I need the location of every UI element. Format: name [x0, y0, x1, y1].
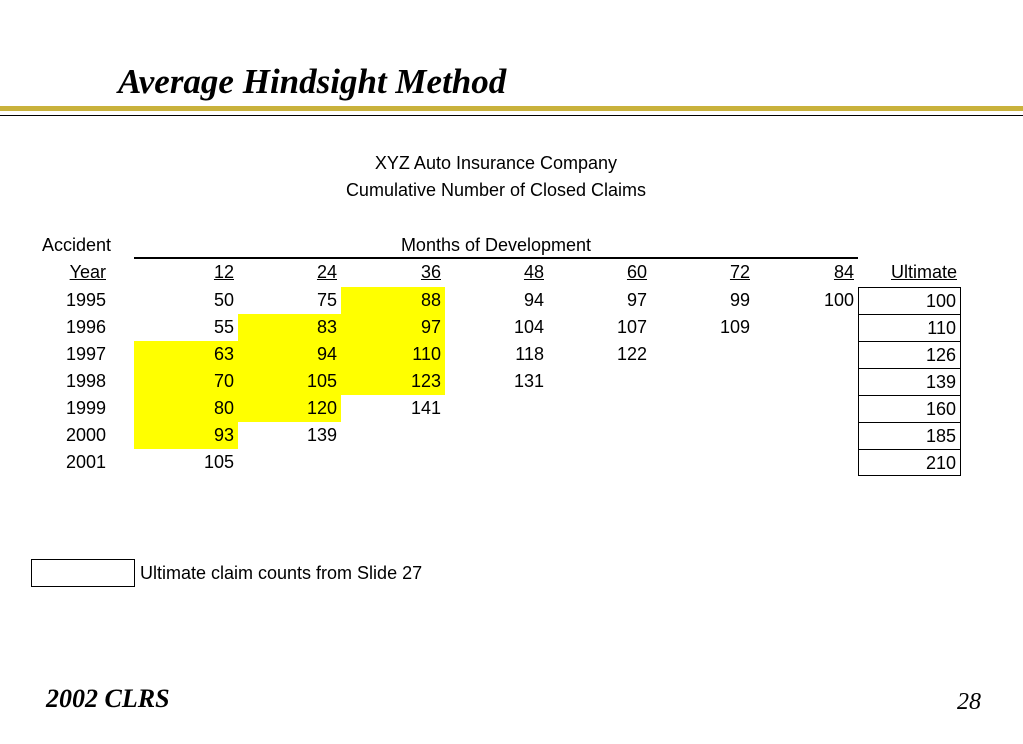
- ultimate-cell: 139: [858, 368, 961, 395]
- age-header: 12: [213, 262, 234, 282]
- claim-count-cell: [548, 395, 651, 422]
- claim-count-cell: 80: [134, 395, 238, 422]
- claim-count-cell: 105: [203, 452, 234, 472]
- age-header: 48: [523, 262, 544, 282]
- footer-conference: 2002 CLRS: [46, 684, 170, 713]
- title-rule-gold: [0, 106, 1023, 111]
- claim-count-cell: 93: [134, 422, 238, 449]
- claim-count-cell: [754, 341, 858, 368]
- accident-year-cell: 1999: [65, 398, 106, 418]
- ultimate-cell: 160: [858, 395, 961, 422]
- claim-count-cell: [445, 449, 548, 476]
- claim-count-cell: 141: [410, 398, 441, 418]
- claim-count-cell: [341, 422, 445, 449]
- ultimate-cell: 126: [858, 341, 961, 368]
- claim-count-cell: [754, 422, 858, 449]
- claim-count-cell: 100: [823, 290, 854, 310]
- accident-year-cell: 1997: [65, 344, 106, 364]
- ultimate-header: Ultimate: [890, 262, 957, 282]
- claim-count-cell: [445, 422, 548, 449]
- claim-count-cell: 107: [616, 317, 647, 337]
- ultimate-cell: 185: [858, 422, 961, 449]
- claim-count-cell: 83: [238, 314, 341, 341]
- claim-count-cell: 50: [213, 290, 234, 310]
- age-header: 60: [626, 262, 647, 282]
- claim-count-cell: 97: [341, 314, 445, 341]
- claim-count-cell: 122: [616, 344, 647, 364]
- year-header: Year: [69, 262, 106, 282]
- claim-count-cell: [754, 449, 858, 476]
- claim-count-cell: [341, 449, 445, 476]
- title-rule-thin: [0, 115, 1023, 116]
- claim-count-cell: 131: [513, 371, 544, 391]
- claim-count-cell: 75: [316, 290, 337, 310]
- accident-year-cell: 1996: [65, 317, 106, 337]
- claim-count-cell: [754, 314, 858, 341]
- claim-count-cell: [754, 395, 858, 422]
- claim-count-cell: 70: [134, 368, 238, 395]
- accident-year-cell: 1998: [65, 371, 106, 391]
- slide-title: Average Hindsight Method: [118, 62, 507, 101]
- accident-year-cell: 2001: [65, 452, 106, 472]
- claim-count-cell: 120: [238, 395, 341, 422]
- claim-count-cell: 94: [523, 290, 544, 310]
- ultimate-cell: 100: [858, 287, 961, 314]
- legend-box: [31, 559, 135, 587]
- age-header: 72: [729, 262, 750, 282]
- claim-count-cell: 99: [729, 290, 750, 310]
- claim-count-cell: 123: [341, 368, 445, 395]
- claim-count-cell: 63: [134, 341, 238, 368]
- page-number: 28: [957, 689, 981, 715]
- age-header: 36: [420, 262, 441, 282]
- claim-count-cell: 118: [515, 344, 544, 364]
- claim-count-cell: [651, 368, 754, 395]
- claim-count-cell: 139: [306, 425, 337, 445]
- ultimate-cell: 110: [858, 314, 961, 341]
- claim-count-cell: 109: [719, 317, 750, 337]
- ultimate-cell: 210: [858, 449, 961, 476]
- claim-count-cell: 88: [341, 287, 445, 314]
- claim-count-cell: [238, 449, 341, 476]
- claim-count-cell: [651, 395, 754, 422]
- claim-count-cell: [754, 368, 858, 395]
- accident-label: Accident: [42, 235, 112, 255]
- claim-count-cell: [548, 422, 651, 449]
- claim-count-cell: 55: [213, 317, 234, 337]
- claim-count-cell: [651, 341, 754, 368]
- claim-count-cell: 110: [341, 341, 445, 368]
- claim-count-cell: 105: [238, 368, 341, 395]
- claim-count-cell: 97: [626, 290, 647, 310]
- claim-count-cell: 94: [238, 341, 341, 368]
- claim-count-cell: [651, 422, 754, 449]
- claim-count-cell: [548, 368, 651, 395]
- legend-text: Ultimate claim counts from Slide 27: [140, 563, 423, 583]
- accident-year-cell: 1995: [65, 290, 106, 310]
- table-company: XYZ Auto Insurance Company: [374, 153, 618, 173]
- age-header: 24: [316, 262, 337, 282]
- table-subtitle: Cumulative Number of Closed Claims: [345, 180, 647, 200]
- claim-count-cell: 104: [513, 317, 544, 337]
- accident-year-cell: 2000: [65, 425, 106, 445]
- claim-count-cell: [445, 395, 548, 422]
- claim-count-cell: [548, 449, 651, 476]
- months-of-development-label: Months of Development: [400, 235, 592, 255]
- claim-count-cell: [651, 449, 754, 476]
- age-header: 84: [833, 262, 854, 282]
